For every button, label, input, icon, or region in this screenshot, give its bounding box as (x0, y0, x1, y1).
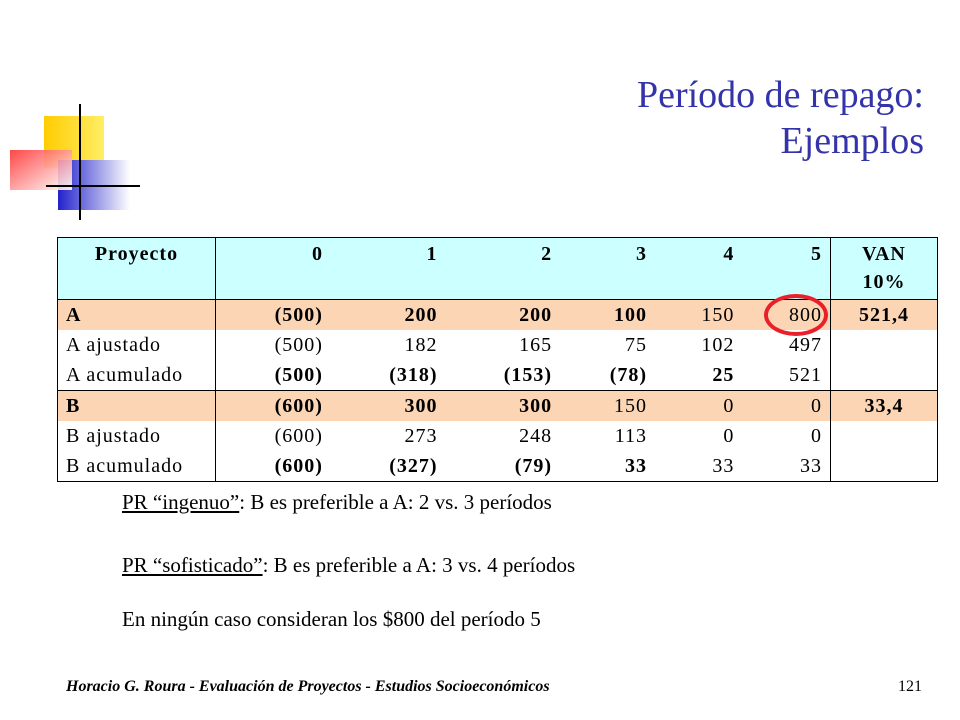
table-row-b-acumulado (58, 451, 938, 482)
table-cell: (79) (514, 455, 553, 477)
note-ingenuo (122, 490, 552, 515)
table-cell: 33 (712, 455, 735, 477)
table-row-a-acumulado (58, 360, 938, 391)
note-ingenuo-label: PR “ingenuo” (122, 490, 240, 514)
row-label: B acumulado (58, 451, 216, 482)
van-cell (831, 421, 938, 451)
header-period-2: 2 (446, 238, 561, 300)
table-cell: (78) (609, 364, 648, 386)
header-period-4: 4 (655, 238, 742, 300)
table-cell: 0 (723, 425, 735, 447)
table-cell: 165 (519, 334, 553, 356)
title-line-1: Período de repago: (636, 74, 924, 116)
table-cell: (318) (389, 364, 438, 386)
table-cell: (500) (274, 364, 323, 386)
table-cell: 113 (614, 425, 648, 447)
title-line-2: Ejemplos (780, 120, 924, 162)
row-label: B (58, 391, 216, 422)
page-number: 121 (898, 678, 922, 695)
header-van-rate: 10% (862, 271, 906, 293)
header-period-1: 1 (331, 238, 446, 300)
table-cell: 200 (446, 300, 561, 331)
table-cell: 182 (404, 334, 438, 356)
slide-title (637, 72, 924, 164)
van-cell (831, 360, 938, 391)
table-cell: 0 (742, 391, 830, 422)
table-cell: 800 (742, 300, 830, 331)
row-label: B ajustado (58, 421, 216, 451)
table-cell: 273 (404, 425, 438, 447)
table-cell: 521 (789, 364, 822, 386)
table-cell: (600) (274, 425, 323, 447)
table-cell: 150 (560, 391, 655, 422)
table-cell: 25 (712, 364, 735, 386)
decorative-squares-logo (0, 0, 140, 220)
header-van (831, 238, 938, 300)
footer-author: Horacio G. Roura - Evaluación de Proyectos - Estudios Socioeconómicos (66, 678, 550, 695)
payback-table (57, 237, 938, 482)
table-row-b (58, 391, 938, 422)
van-cell: 33,4 (831, 391, 938, 422)
table-cell: (600) (216, 391, 331, 422)
van-cell (831, 451, 938, 482)
table-cell: 150 (655, 300, 742, 331)
table-cell: (327) (389, 455, 438, 477)
table-cell: 75 (625, 334, 648, 356)
header-period-3: 3 (560, 238, 655, 300)
note-conclusion: En ningún caso consideran los $800 del período 5 (122, 607, 541, 631)
note-ingenuo-text: : B es preferible a A: 2 vs. 3 períodos (239, 490, 552, 514)
note-sofisticado (122, 553, 575, 578)
header-proyecto: Proyecto (58, 238, 216, 300)
highlight-circle (764, 294, 828, 336)
table-cell: 0 (811, 425, 822, 447)
row-label: A ajustado (58, 330, 216, 360)
table-cell: 0 (655, 391, 742, 422)
table-cell: (500) (216, 300, 331, 331)
table-cell: 300 (331, 391, 446, 422)
table-cell: 33 (625, 455, 648, 477)
table-header-row (58, 238, 938, 300)
table-cell: 100 (560, 300, 655, 331)
table-row-b-ajustado (58, 421, 938, 451)
van-cell (831, 330, 938, 360)
header-period-5: 5 (742, 238, 830, 300)
table-cell: (600) (274, 455, 323, 477)
header-van-label: VAN (862, 243, 906, 265)
table-cell: 248 (519, 425, 553, 447)
table-cell: 200 (331, 300, 446, 331)
van-cell: 521,4 (831, 300, 938, 331)
table-cell: 300 (446, 391, 561, 422)
note-sofisticado-text: : B es preferible a A: 3 vs. 4 períodos (262, 553, 576, 577)
table-cell: (500) (274, 334, 323, 356)
note-sofisticado-label: PR “sofisticado” (122, 553, 263, 577)
row-label: A (58, 300, 216, 331)
header-period-0: 0 (216, 238, 331, 300)
table-cell: (153) (503, 364, 553, 386)
table-cell: 497 (789, 334, 822, 356)
table-cell: 102 (701, 334, 735, 356)
row-label: A acumulado (58, 360, 216, 391)
table-cell: 33 (800, 455, 822, 477)
